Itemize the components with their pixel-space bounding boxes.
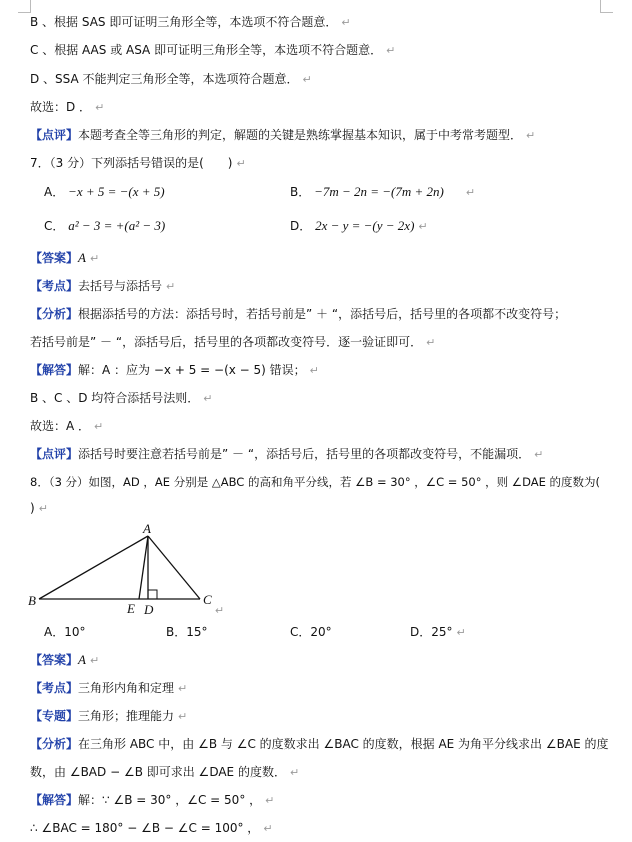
comment-line: 【点评】添括号时要注意若括号前是” － “，添括号后，括号里的各项都改变符号，不能漏项． ↵	[30, 447, 544, 461]
angle-bisector-ae	[139, 536, 148, 599]
label-a: A	[143, 522, 151, 536]
q8-option-a: A．10°	[44, 625, 86, 639]
question-8-continued: ) ↵	[30, 501, 48, 515]
comment-line: 【点评】本题考查全等三角形的判定，解题的关键是熟练掌握基本知识，属于中考常考题型． ↵	[30, 128, 536, 142]
paragraph-mark: ↵	[215, 605, 225, 617]
answer-line: 【答案】A ↵	[30, 250, 100, 265]
page-corner-mark-right	[600, 0, 613, 13]
comment-tag: 【点评】	[30, 447, 79, 461]
text-line: C 、根据 AAS 或 ASA 即可证明三角形全等，本选项不符合题意． ↵	[30, 43, 396, 57]
text-line: D 、SSA 不能判定三角形全等，本选项符合题意． ↵	[30, 72, 312, 86]
text-line: B 、根据 SAS 即可证明三角形全等，本选项不符合题意． ↵	[30, 15, 351, 29]
solution-tag: 【解答】	[30, 363, 79, 377]
answer-tag: 【答案】	[30, 251, 79, 265]
label-c: C	[203, 592, 212, 607]
text-line: 数，由 ∠BAD − ∠B 即可求出 ∠DAE 的度数． ↵	[30, 765, 300, 779]
question-7: 7．（3 分）下列添括号错误的是( ) ↵	[30, 156, 246, 170]
label-d: D	[144, 602, 154, 617]
q8-option-c: C．20°	[290, 625, 332, 639]
page-corner-mark-left	[18, 0, 31, 13]
side-ab	[39, 536, 148, 599]
answer-tag: 【答案】	[30, 653, 79, 667]
analysis-tag: 【分析】	[30, 307, 79, 321]
label-b: B	[28, 593, 36, 608]
solution-line: 【解答】解：∵ ∠B = 30° ，∠C = 50° ， ↵	[30, 793, 275, 807]
knowledge-point-line: 【考点】去括号与添括号 ↵	[30, 279, 176, 293]
label-e: E	[127, 601, 135, 616]
q8-option-d: D．25° ↵	[410, 625, 466, 639]
knowledge-point-tag: 【考点】	[30, 279, 79, 293]
text-line: B 、C 、D 均符合添括号法则． ↵	[30, 391, 213, 405]
text-line: 故选：A ． ↵	[30, 419, 104, 433]
triangle-figure	[25, 522, 235, 618]
topic-line: 【专题】三角形；推理能力 ↵	[30, 709, 188, 723]
q7-option-d: D． 2x − y = −(y − 2x) ↵	[290, 218, 428, 233]
solution-line: 【解答】解：A ：应为 −x + 5 = −(x − 5) 错误； ↵	[30, 363, 319, 377]
topic-tag: 【专题】	[30, 709, 79, 723]
text-line: ∴ ∠BAC = 180° − ∠B − ∠C = 100° ， ↵	[30, 821, 273, 835]
analysis-line: 【分析】在三角形 ABC 中，由 ∠B 与 ∠C 的度数求出 ∠BAC 的度数，根据 AE 为角平分线求出 ∠BAE 的度	[30, 737, 609, 751]
q7-option-c: C． a² − 3 = +(a² − 3)	[44, 218, 166, 233]
q8-option-b: B．15°	[166, 625, 208, 639]
knowledge-point-line: 【考点】三角形内角和定理 ↵	[30, 681, 188, 695]
q7-option-b: B． −7m − 2n = −(7m + 2n) ↵	[290, 184, 476, 199]
comment-tag: 【点评】	[30, 128, 79, 142]
text-line: 若括号前是” － “，添括号后，括号里的各项都改变符号．逐一验证即可． ↵	[30, 335, 436, 349]
right-angle-mark	[148, 590, 157, 599]
analysis-line: 【分析】根据添括号的方法：添括号时，若括号前是” ＋ “，添括号后，括号里的各项都不改变符号；	[30, 307, 567, 321]
solution-tag: 【解答】	[30, 793, 79, 807]
question-8: 8．（3 分）如图，AD ，AE 分别是 △ABC 的高和角平分线，若 ∠B = 30° ，∠C = 50° ，则 ∠DAE 的度数为(	[30, 475, 600, 489]
answer-line: 【答案】A ↵	[30, 652, 100, 667]
knowledge-point-tag: 【考点】	[30, 681, 79, 695]
analysis-tag: 【分析】	[30, 737, 79, 751]
q7-option-a: A． −x + 5 = −(x + 5)	[44, 184, 165, 199]
text-line: 故选：D ． ↵	[30, 100, 105, 114]
